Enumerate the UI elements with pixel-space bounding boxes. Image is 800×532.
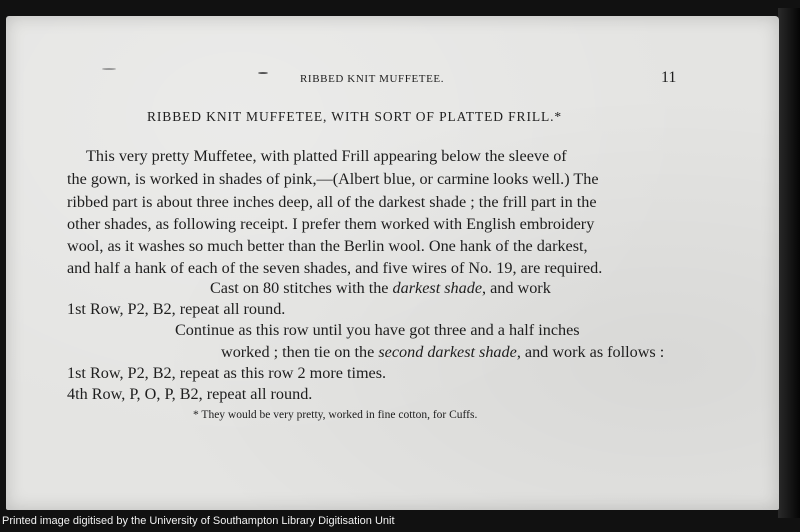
ink-speck bbox=[258, 72, 268, 74]
page-number: 11 bbox=[661, 69, 677, 86]
instruction-line bbox=[221, 343, 664, 362]
body-line: and half a hank of each of the seven shades, and five wires of No. 19, are required. bbox=[67, 259, 603, 277]
body-line: the gown, is worked in shades of pink,—(Albert blue, or carmine looks well.) The bbox=[67, 170, 599, 188]
instruction-line bbox=[175, 321, 580, 340]
instruction-text: Cast on 80 stitches with the bbox=[210, 279, 393, 297]
footnote: * They would be very pretty, worked in fine cotton, for Cuffs. bbox=[193, 409, 478, 421]
body-line: ribbed part is about three inches deep, all of the darkest shade ; the frill part in the bbox=[67, 193, 597, 211]
book-spine-shadow bbox=[778, 8, 800, 518]
instruction-text: , and work bbox=[482, 279, 551, 297]
body-line: wool, as it washes so much better than the Berlin wool. One hank of the darkest, bbox=[67, 237, 588, 255]
instruction-line bbox=[67, 385, 312, 404]
instruction-line bbox=[67, 300, 285, 319]
article-title: RIBBED KNIT MUFFETEE, WITH SORT OF PLATTED FRILL.* bbox=[147, 109, 563, 124]
body-line: This very pretty Muffetee, with platted Frill appearing below the sleeve of bbox=[86, 147, 567, 165]
instruction-line bbox=[210, 279, 551, 298]
instruction-text: 1st Row, P2, B2, repeat as this row 2 more times. bbox=[67, 364, 387, 382]
instruction-text: Continue as this row until you have got three and a half inches bbox=[175, 321, 580, 339]
instruction-emphasis: second darkest shade bbox=[378, 343, 517, 361]
instruction-text: , and work as follows : bbox=[516, 343, 665, 361]
instruction-text: 4th Row, P, O, P, B2, repeat all round. bbox=[67, 385, 313, 403]
instruction-text: 1st Row, P2, B2, repeat all round. bbox=[67, 300, 286, 318]
digitisation-credit: Printed image digitised by the University of Southampton Library Digitisation Unit bbox=[2, 515, 395, 527]
instruction-line bbox=[67, 364, 386, 383]
body-line: other shades, as following receipt. I prefer them worked with English embroidery bbox=[67, 215, 595, 233]
ink-speck bbox=[102, 68, 116, 70]
instruction-emphasis: darkest shade bbox=[392, 279, 483, 297]
running-head: RIBBED KNIT MUFFETEE. bbox=[300, 73, 445, 85]
instruction-text: worked ; then tie on the bbox=[221, 343, 379, 361]
